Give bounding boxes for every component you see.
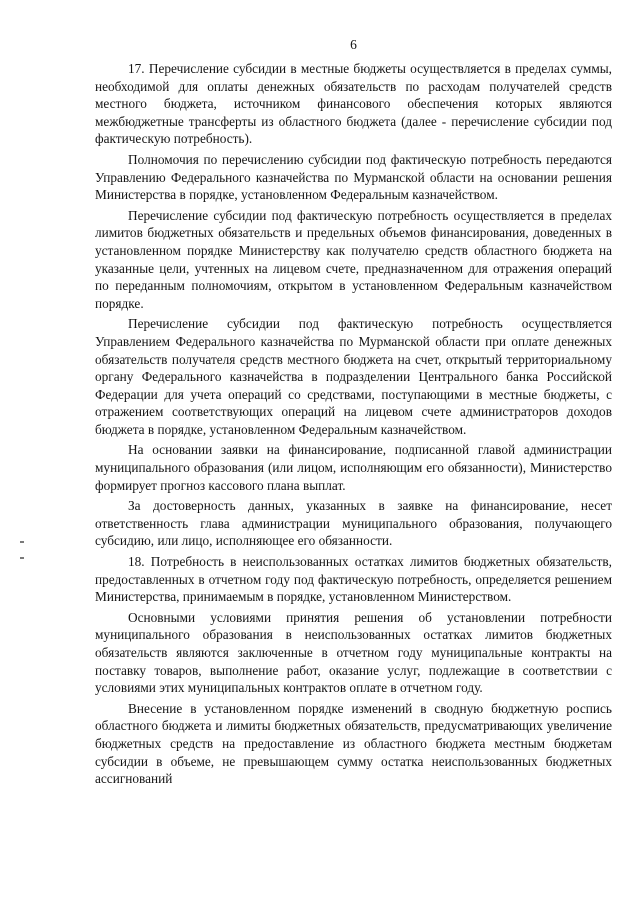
scan-mark <box>20 541 24 543</box>
paragraph-treasury-transfer: Перечисление субсидии под фактическую потребность осуществляется Управлением Федерального казначейства по Мурманской области при оплате денежных обязательств получателя средств местного бюджета на счет, открытый территориальному органу Федерального казначейства в подразделении Центрального банка Российской Федерации для учета операций со средствами, поступающими в местные бюджеты, с отражением соответствующих операций на лицевом счете администраторов доходов бюджета в порядке, установленном Федеральным казначейством. <box>95 316 612 437</box>
scan-mark <box>20 557 24 559</box>
paragraph-powers-transfer: Полномочия по перечислению субсидии под фактическую потребность передаются Управлению Федерального казначейства по Мурманской области на основании решения Министерства в порядке, установленном Федеральным казначейством. <box>95 151 612 203</box>
paragraph-application: На основании заявки на финансирование, подписанной главой администрации муниципального образования (или лицом, исполняющим его обязанности), Министерство формирует прогноз кассового плана выплат. <box>95 442 612 493</box>
paragraph-18: 18. Потребность в неиспользованных остатках лимитов бюджетных обязательств, предоставленных в отчетном году под фактическую потребность, определяется решением Министерства, принимаемым в порядке, установленном Министерством. <box>95 554 612 605</box>
paragraph-limits: Перечисление субсидии под фактическую потребность осуществляется в пределах лимитов бюджетных обязательств и предельных объемов финансирования, доведенных в установленном порядке Министерству как получателю средств областного бюджета на указанные цели, учтенных на лицевом счете, предназначенном для отражения операций по переданным полномочиям, открытом в установленном Федеральным казначейством порядке. <box>95 207 612 311</box>
paragraph-17: 17. Перечисление субсидии в местные бюджеты осуществляется в пределах суммы, необходимой для оплаты денежных обязательств по расходам получателей средств местного бюджета, источником финансового обеспечения которых являются межбюджетные трансферты из областного бюджета (далее - перечисление субсидии под фактическую потребность). <box>95 61 612 147</box>
paragraph-responsibility: За достоверность данных, указанных в заявке на финансирование, несет ответственность глава администрации муниципального образования, получающего субсидию, или лицо, исполняющее его обязанности. <box>95 498 612 549</box>
page-number: 6 <box>350 37 357 52</box>
paragraph-conditions: Основными условиями принятия решения об установлении потребности муниципального образования в неиспользованных остатках лимитов бюджетных обязательств являются заключенные в отчетном году муниципальные контракты на поставку товаров, выполнение работ, оказание услуг, подлежащие в соответствии с условиями этих муниципальных контрактов оплате в отчетном году. <box>95 609 612 696</box>
paragraph-amendments: Внесение в установленном порядке изменений в сводную бюджетную роспись областного бюджета и лимиты бюджетных обязательств, предусматривающих увеличение бюджетных средств на предоставление из областного бюджета местным бюджетам субсидии в объеме, не превышающем сумму остатка неиспользованных бюджетных ассигнований <box>95 700 612 787</box>
